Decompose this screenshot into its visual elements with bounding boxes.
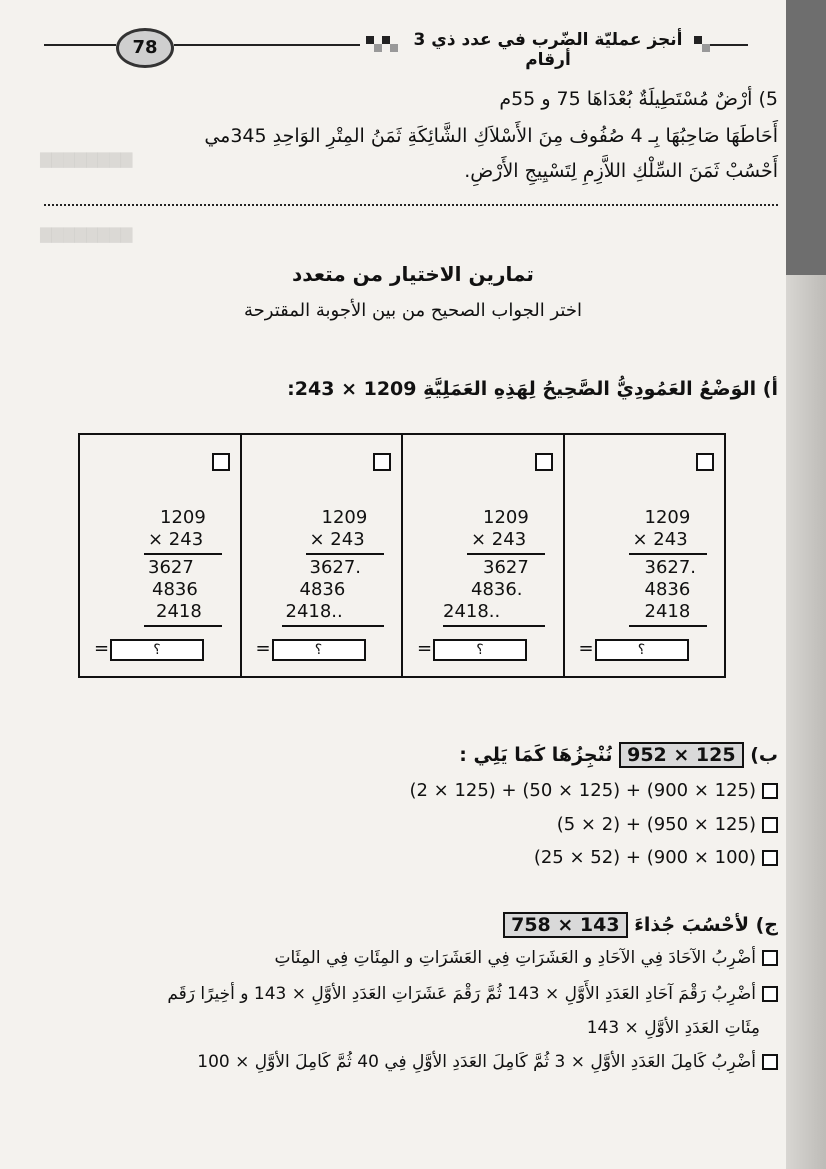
choice-cell (401, 435, 563, 676)
calc-mult: × 243 (309, 529, 365, 550)
decor-square (382, 36, 390, 44)
calc-line (144, 553, 222, 555)
equals-sign: = (94, 638, 110, 659)
part-c-option[interactable] (167, 984, 778, 1004)
equals-sign: = (578, 638, 594, 659)
page-number: 78 (116, 28, 174, 68)
option-checkbox[interactable] (762, 1054, 778, 1070)
decor-square (702, 44, 710, 52)
answer-box[interactable]: ؟ (433, 639, 527, 661)
option-checkbox[interactable] (762, 950, 778, 966)
calc-partial: 2418 (644, 601, 691, 622)
choice-grid (78, 433, 726, 678)
choice-checkbox[interactable] (535, 453, 553, 471)
calc-partial: 4836 (644, 579, 691, 600)
calc-partial: 4836 (152, 579, 198, 600)
calc-partial: 2418 (156, 601, 202, 622)
option-text: (2 × 125) + (50 × 125) + (900 × 125) (409, 780, 756, 801)
choice-checkbox[interactable] (373, 453, 391, 471)
section-subtitle: اختر الجواب الصحيح من بين الأجوبة المقترحة (244, 300, 582, 321)
choice-checkbox[interactable] (212, 453, 230, 471)
option-checkbox[interactable] (762, 986, 778, 1002)
page-title: أنجز عمليّة الضّرب في عدد ذي 3 أرقام (413, 30, 683, 70)
part-b-option[interactable] (534, 847, 778, 868)
option-text: (5 × 2) + (950 × 125) (556, 814, 756, 835)
option-checkbox[interactable] (762, 783, 778, 799)
choice-cell (240, 435, 402, 676)
option-text: أضْرِبُ الآحَادَ فِي الآحَادِ و العَشَرَاتِ فِي العَشَرَاتِ و المِئَاتِ فِي المِئَاتِ (274, 948, 756, 968)
calc-line (629, 625, 707, 627)
problem5-line1: 5) أرْضٌ مُسْتَطِيلَةٌ بُعْدَاهَا 75 و 55م (499, 88, 778, 110)
equals-sign: = (255, 638, 271, 659)
answer-box[interactable]: ؟ (110, 639, 204, 661)
equals-sign: = (417, 638, 433, 659)
calc-line (467, 553, 545, 555)
bleed-through: ▇▇▇▇▇▇▇▇ (40, 150, 133, 168)
part-b-expression: 952 × 125 (619, 742, 743, 768)
decor-square (694, 36, 702, 44)
problem5-line2: أَحَاطَهَا صَاحِبُهَا بِـ 4 صُفُوف مِنَ الأَسْلاَكِ الشَّائِكَةِ ثَمَنُ المِتْرِ الوَاحِدِ 345مي (204, 125, 778, 147)
page-edge (786, 0, 826, 1169)
calc-line (282, 625, 384, 627)
answer-box[interactable]: ؟ (595, 639, 689, 661)
calc-top: 1209 (160, 507, 206, 528)
header-rule (174, 44, 360, 46)
option-text: أضْرِبُ رَقْمَ آحَادِ العَدَدِ الأَوَّلِ × 143 ثُمَّ رَقْمَ عَشَرَاتِ العَدَدِ الأوَّلِ × 143 و أخِيرًا رَقَم (167, 984, 756, 1004)
section-title: تمارين الاختيار من متعدد (292, 262, 534, 286)
calc-partial: 3627. (309, 557, 362, 578)
part-b-option[interactable] (557, 814, 778, 835)
calc-partial: 2418.. (285, 601, 343, 622)
part-b-prompt (459, 742, 778, 768)
option-checkbox[interactable] (762, 850, 778, 866)
option-text: (25 × 52) + (900 × 100) (533, 847, 756, 868)
part-c-option[interactable] (197, 1052, 778, 1072)
calc-top: 1209 (644, 507, 691, 528)
decor-square (366, 36, 374, 44)
header-rule (44, 44, 116, 46)
part-c-option-continued: مِئَاتِ العَدَدِ الأوَّلِ × 143 (586, 1018, 760, 1038)
calc-top: 1209 (483, 507, 529, 528)
calc-partial: 4836. (471, 579, 523, 600)
calc-mult: × 243 (471, 529, 527, 550)
part-b-option[interactable] (409, 780, 778, 801)
calc-top: 1209 (321, 507, 368, 528)
calc-partial: 3627 (483, 557, 529, 578)
choice-cell (80, 435, 240, 676)
bleed-through: ▇▇▇▇▇▇▇▇ (40, 225, 133, 243)
calc-partial: 3627 (148, 557, 194, 578)
choice-cell (563, 435, 725, 676)
calc-line (306, 553, 384, 555)
decor-square (374, 44, 382, 52)
calc-partial: 3627. (644, 557, 697, 578)
part-c-prompt (503, 912, 778, 938)
option-checkbox[interactable] (762, 817, 778, 833)
decor-square (390, 44, 398, 52)
calc-line (629, 553, 707, 555)
answer-box[interactable]: ؟ (272, 639, 366, 661)
choice-checkbox[interactable] (696, 453, 714, 471)
problem5-line3: أَحْسُبْ ثَمَنَ السِّلْكِ اللاَّزِمِ لِتَسْيِيجِ الأَرْضِ. (464, 160, 778, 182)
option-text: أضْرِبُ كَامِلَ العَدَدِ الأوَّلِ × 3 ثُمَّ كَامِلَ العَدَدِ الأوَّلِ فِي 40 ثُمَّ كَامِلَ الأوَّلِ × 100 (197, 1052, 756, 1072)
part-c-option[interactable] (275, 948, 779, 968)
calc-mult: × 243 (632, 529, 688, 550)
calc-partial: 4836 (299, 579, 346, 600)
part-c-expression: 758 × 143 (503, 912, 627, 938)
calc-partial: 2418.. (443, 601, 501, 622)
part-c-prefix: ج) لأحْسُبَ جُذاءَ (634, 914, 778, 936)
header-rule (708, 44, 748, 46)
part-a-prompt: أ) الوَضْعُ العَمُودِيُّ الصَّحِيحُ لِهَذِهِ العَمَلِيَّةِ 1209 × 243: (287, 378, 778, 400)
calc-line (443, 625, 545, 627)
part-b-suffix: نُنْجِزُهَا كَمَا يَلِي : (459, 744, 613, 766)
calc-line (144, 625, 222, 627)
calc-mult: × 243 (148, 529, 204, 550)
part-b-prefix: ب) (750, 744, 778, 766)
dotted-separator (44, 204, 778, 206)
